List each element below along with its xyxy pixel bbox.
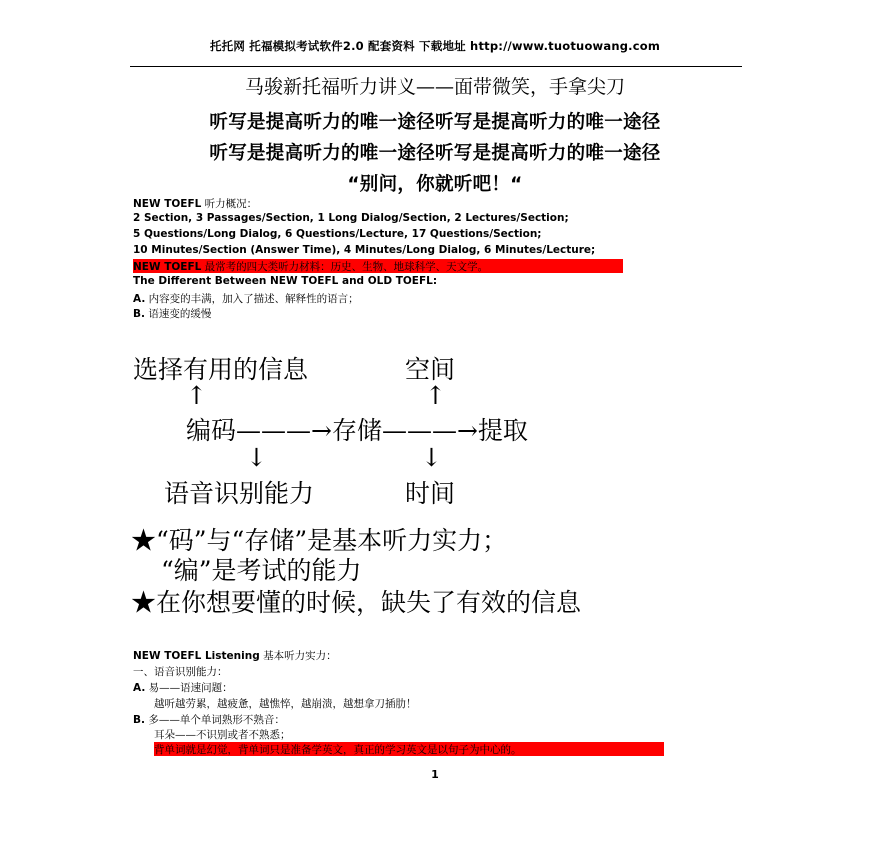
listening-label-cn: 基本听力实力： [263, 650, 337, 662]
listening-heading [133, 648, 337, 663]
overview-line-1: 2 Section, 3 Passages/Section, 1 Long Dialog/Section, 2 Lectures/Section; [133, 212, 569, 224]
diagram-top-left: 选择有用的信息 [133, 355, 309, 384]
slogan-line-2: 听写是提高听力的唯一途径听写是提高听力的唯一途径 [209, 143, 661, 164]
slogan-line-1: 听写是提高听力的唯一途径听写是提高听力的唯一途径 [209, 112, 661, 133]
page-number: 1 [431, 768, 439, 781]
note-1: ★“码”与“存储”是基本听力实力； [131, 526, 508, 555]
item-a-sub: 越听越劳累，越疲惫，越憔悴，越崩溃，越想拿刀插肋！ [154, 698, 417, 710]
listening-label-en: NEW TOEFL Listening [133, 650, 260, 662]
diff-title: The Different Between NEW TOEFL and OLD TOEFL: [133, 275, 438, 287]
overview-label-en: NEW TOEFL [133, 198, 202, 210]
diff-item-b [133, 306, 211, 321]
diagram-bottom-right: 时间 [405, 479, 456, 508]
item-a-text: 易——语速问题： [148, 682, 233, 694]
diff-a-marker: A. [133, 293, 146, 305]
header-divider [130, 66, 742, 67]
item-b [133, 712, 285, 727]
up-arrow-left: ↑ [186, 381, 207, 410]
overview-heading [133, 196, 257, 211]
diff-item-a [133, 291, 359, 306]
diagram-bottom-left: 语音识别能力 [164, 479, 315, 508]
diagram-flow: 编码———→存储———→提取 [186, 416, 528, 445]
diff-b-text: 语速变的缓慢 [148, 308, 212, 320]
down-arrow-right: ↓ [421, 443, 442, 472]
document-title: 马骏新托福听力讲义——面带微笑，手拿尖刀 [244, 76, 625, 98]
note-2: “编”是考试的能力 [161, 556, 362, 585]
item-b-sub: 耳朵——不识别或者不熟悉； [154, 729, 291, 741]
highlight-label-en: NEW TOEFL [133, 261, 202, 273]
up-arrow-right: ↑ [425, 381, 446, 410]
highlight-text-cn: 最常考的四大类听力材料：历史、生物、地球科学、天文学。 [204, 261, 489, 273]
item-b-marker: B. [133, 714, 145, 726]
diff-b-marker: B. [133, 308, 145, 320]
page-header: 托托网 托福模拟考试软件2.0 配套资料 下载地址 http://www.tuotuowang.com [209, 39, 661, 53]
slogan-quote: “别问，你就听吧！“ [347, 174, 523, 195]
diagram-top-right: 空间 [405, 355, 456, 384]
section-one: 一、语音识别能力： [133, 666, 228, 678]
item-b-text: 多——单个单词熟形不熟音： [148, 714, 285, 726]
overview-line-3: 10 Minutes/Section (Answer Time), 4 Minutes/Long Dialog, 6 Minutes/Lecture; [133, 244, 596, 256]
overview-line-2: 5 Questions/Long Dialog, 6 Questions/Lecture, 17 Questions/Section; [133, 228, 542, 240]
highlight-line [133, 259, 488, 274]
item-a-marker: A. [133, 682, 146, 694]
item-a [133, 680, 233, 695]
overview-label-cn: 听力概况： [204, 198, 258, 210]
item-b-highlight: 背单词就是幻觉，背单词只是准备学英文，真正的学习英文是以句子为中心的。 [154, 744, 522, 756]
diff-a-text: 内容变的丰满，加入了描述、解释性的语言； [148, 293, 359, 305]
down-arrow-left: ↓ [246, 443, 267, 472]
note-3: ★在你想要懂的时候，缺失了有效的信息 [131, 588, 582, 617]
